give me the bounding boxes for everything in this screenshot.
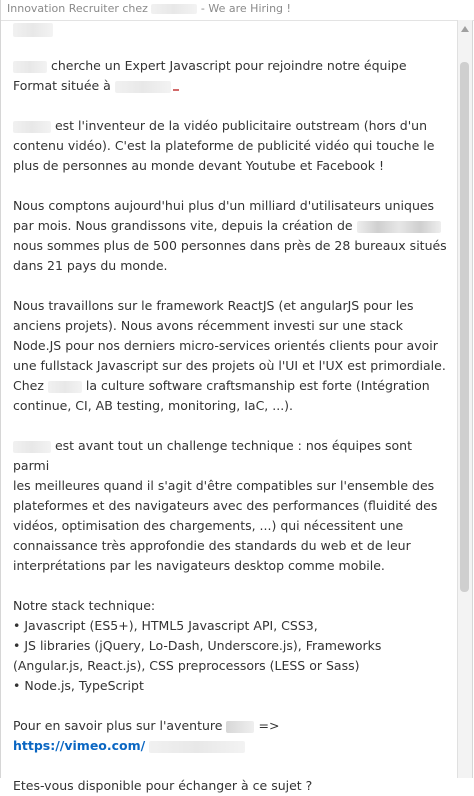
subject-right: - We are Hiring ! (200, 2, 291, 15)
paragraph-8: Etes-vous disponible pour échanger à ce sujet ? (13, 778, 313, 793)
stack-title: Notre stack technique: (13, 598, 156, 613)
message-text (13, 16, 451, 796)
stack-section (13, 596, 451, 696)
stack-item: • Node.js, TypeScript (13, 678, 144, 693)
redacted-company (13, 61, 47, 73)
paragraph-1: cherche un Expert Javascript pour rejoindre notre équipe Format située à (13, 58, 407, 93)
redacted-company (13, 121, 51, 133)
paragraph-7: Pour en savoir plus sur l'aventure => https://vimeo.com/ (13, 718, 280, 753)
paragraph-4: Nous travaillons sur le framework ReactJS (et angularJS pour les anciens projets). Nous avons récemment investi sur une stack Node.JS pour nos derniers micro-services orientés clients pour avoir une fullstack Javascript sur des projets où l'UI et l'UX est primordiale. Chez la culture software craftsmanship est forte (Intégration continue, CI, AB testing, monitoring, IaC, ...). (13, 298, 446, 413)
redacted-link-path (149, 741, 245, 753)
redacted-location (115, 81, 171, 93)
message-subject (7, 2, 291, 15)
subject-left: Innovation Recruiter chez (7, 2, 148, 15)
redacted-header (13, 16, 451, 36)
vimeo-link[interactable]: https://vimeo.com/ (13, 738, 146, 753)
redacted-company (226, 721, 254, 733)
redacted-company (151, 4, 197, 14)
paragraph-2: est l'inventeur de la vidéo publicitaire outstream (hors d'un contenu vidéo). C'est la plateforme de publicité vidéo qui touche le plus de personnes au monde devant Youtube et Facebook ! (13, 118, 435, 173)
stack-item: (Angular.js, React.js), CSS preprocessors (LESS or Sass) (13, 658, 360, 673)
stack-item: • JS libraries (jQuery, Lo-Dash, Underscore.js), Frameworks (13, 638, 382, 653)
redacted-company (48, 381, 82, 393)
paragraph-3: Nous comptons aujourd'hui plus d'un milliard d'utilisateurs uniques par mois. Nous grandissons vite, depuis la création de nous sommes plus de 500 personnes dans près de 28 bureaux situés dans 21 pays du monde. (13, 198, 447, 273)
vertical-scrollbar[interactable] (457, 20, 472, 778)
redacted-date (357, 221, 441, 233)
scroll-up-icon[interactable] (461, 26, 469, 32)
paragraph-5: est avant tout un challenge technique : nos équipes sont parmi les meilleures quand il s'agit d'être compatibles sur l'ensemble des plateformes et des navigateurs avec des performances (fluidité des vidéos, optimisation des chargements, ...) qui nécessitent une connaissance très approfondie des standards du web et de leur interprétations par les navigateurs desktop comme mobile. (13, 438, 438, 573)
redacted-company (13, 441, 51, 453)
message-body (13, 16, 451, 793)
stack-item: • Javascript (ES5+), HTML5 Javascript API, CSS3, (13, 618, 318, 633)
scroll-thumb[interactable] (460, 62, 469, 592)
